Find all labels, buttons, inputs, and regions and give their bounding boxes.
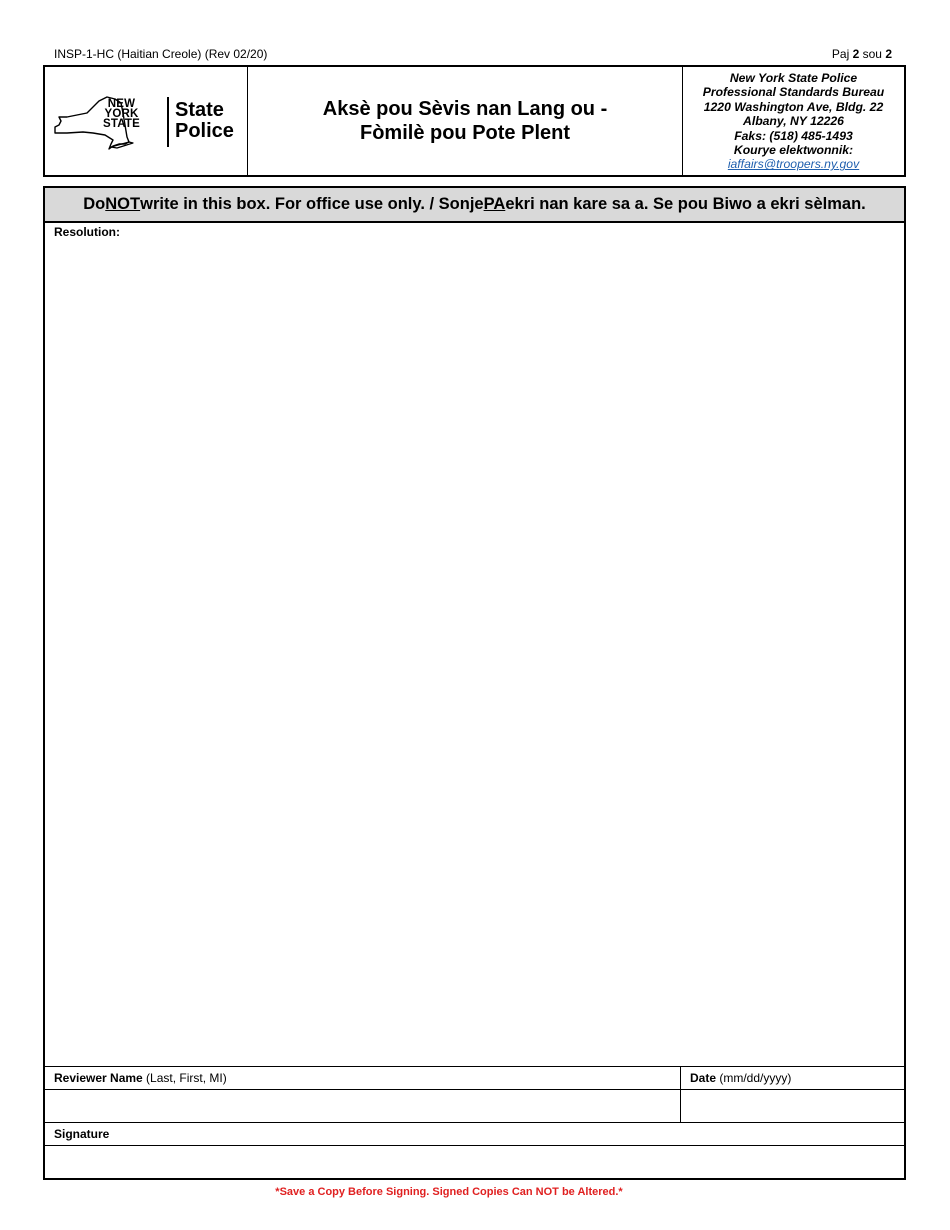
address-fax: Faks: (518) 485-1493 bbox=[734, 128, 853, 143]
reviewer-name-label: Reviewer Name (Last, First, MI) bbox=[54, 1071, 227, 1085]
notice-pa: PA bbox=[483, 195, 506, 213]
logo-divider bbox=[167, 97, 169, 147]
form-title bbox=[248, 67, 682, 175]
column-divider bbox=[680, 1066, 681, 1123]
page-current: 2 bbox=[852, 47, 860, 61]
page-prefix: Paj bbox=[831, 47, 850, 61]
new-york-state-wordmark: NEW YORK STATE bbox=[103, 98, 140, 130]
agency-logo bbox=[45, 67, 248, 175]
signature-label: Signature bbox=[54, 1127, 110, 1141]
resolution-label: Resolution: bbox=[54, 225, 120, 239]
office-use-notice: Do NOT write in this box. For office use only. / Sonje PA ekri nan kare sa a. Se pou Biwo a ekri sèlman. bbox=[45, 188, 904, 223]
office-use-box bbox=[43, 186, 906, 1180]
form-title-line1: Aksè pou Sèvis nan Lang ou - bbox=[322, 98, 608, 120]
address-bureau: Professional Standards Bureau bbox=[702, 85, 885, 100]
address-city: Albany, NY 12226 bbox=[743, 114, 844, 129]
form-header bbox=[43, 65, 906, 177]
address-org: New York State Police bbox=[729, 71, 858, 85]
page-number bbox=[832, 47, 892, 61]
address-street: 1220 Washington Ave, Bldg. 22 bbox=[703, 99, 884, 114]
date-label: Date (mm/dd/yyyy) bbox=[690, 1071, 792, 1085]
signature-label-row bbox=[45, 1123, 904, 1146]
reviewer-fill-row bbox=[45, 1089, 904, 1123]
address-email-label: Kourye elektwonnik: bbox=[733, 143, 854, 158]
state-police-wordmark: State Police bbox=[175, 99, 234, 142]
page-total: 2 bbox=[885, 47, 892, 61]
page-separator: sou bbox=[862, 47, 882, 61]
form-id: INSP-1-HC (Haitian Creole) (Rev 02/20) bbox=[54, 47, 268, 61]
form-title-line2: Fòmilè pou Pote Plent bbox=[359, 122, 570, 144]
save-copy-warning: *Save a Copy Before Signing. Signed Copies Can NOT be Altered.* bbox=[275, 1186, 623, 1198]
email-link[interactable]: iaffairs@troopers.ny.gov bbox=[727, 157, 860, 172]
reviewer-label-row bbox=[45, 1066, 904, 1090]
notice-not: NOT bbox=[105, 195, 141, 213]
agency-address bbox=[682, 67, 904, 175]
